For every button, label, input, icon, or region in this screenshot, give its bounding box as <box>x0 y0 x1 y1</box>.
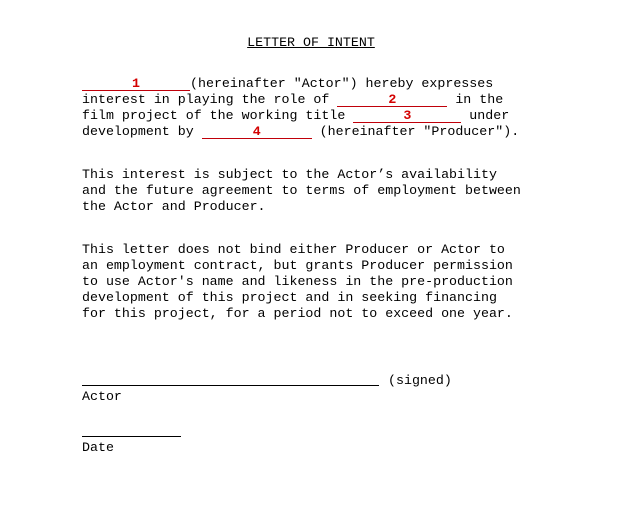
intro-text-5: under <box>461 108 510 123</box>
blank-field-4[interactable]: 4 <box>202 126 312 139</box>
paragraph-intro <box>82 76 612 140</box>
intro-text-6: development by <box>82 124 202 139</box>
date-line[interactable] <box>82 436 181 437</box>
intro-text-2: interest in playing the role of <box>82 92 338 107</box>
intro-text-3: in the <box>447 92 504 107</box>
actor-signature-line[interactable] <box>82 385 379 386</box>
blank-field-3[interactable]: 3 <box>353 110 461 123</box>
paragraph-nonbinding: This letter does not bind either Producer or Actor to an employment contract, but grants Producer permission to use Actor's name and likeness in the pre-production development of this project and in seeking financing for this project, for a period not to exceed one year. <box>82 242 513 321</box>
blank-field-1[interactable]: 1 <box>82 78 190 91</box>
date-label: Date <box>82 440 114 455</box>
actor-label: Actor <box>82 389 122 404</box>
blank-field-2[interactable]: 2 <box>337 94 447 107</box>
intro-text-1: (hereinafter "Actor") hereby expresses <box>190 76 494 91</box>
paragraph-availability: This interest is subject to the Actor’s availability and the future agreement to terms of employment between the Actor and Producer. <box>82 167 521 214</box>
signed-label: (signed) <box>388 373 452 388</box>
document-title: LETTER OF INTENT <box>247 35 375 50</box>
intro-text-7: (hereinafter "Producer"). <box>311 124 520 139</box>
intro-text-4: film project of the working title <box>82 108 354 123</box>
